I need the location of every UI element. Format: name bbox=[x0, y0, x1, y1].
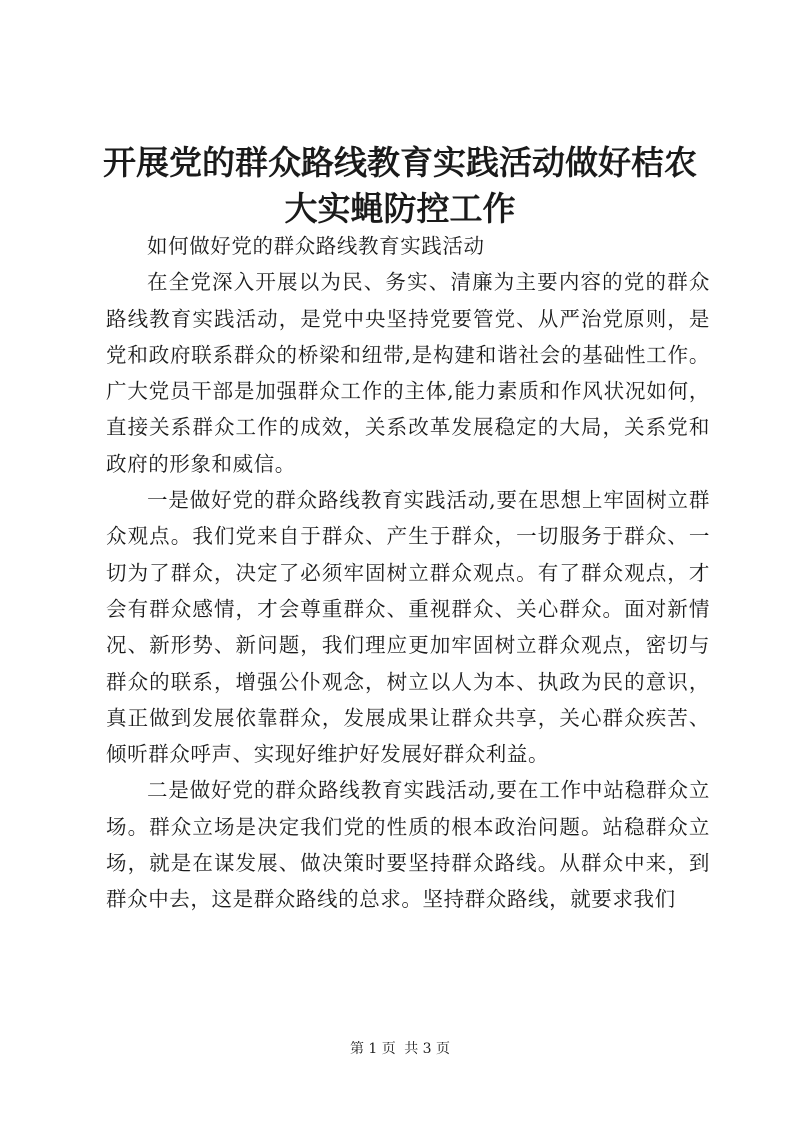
page-number: 第 1 页 bbox=[349, 1041, 396, 1057]
paragraph-intro: 在全党深入开展以为民、务实、清廉为主要内容的党的群众路线教育实践活动，是党中央坚持党要管党、从严治党原则，是党和政府联系群众的桥梁和纽带,是构建和谐社会的基础性工作。广大党员干部是加强群众工作的主体,能力素质和作风状况如何，直接关系群众工作的成效，关系改革发展稳定的大局，关系党和政府的形象和威信。 bbox=[106, 270, 710, 476]
paragraph-point-one: 一是做好党的群众路线教育实践活动,要在思想上牢固树立群众观点。我们党来自于群众、产生于群众，一切服务于群众、一切为了群众，决定了必须牢固树立群众观点。有了群众观点，才会有群众感情，才会尊重群众、重视群众、关心群众。面对新情况、新形势、新问题，我们理应更加牢固树立群众观点，密切与群众的联系，增强公仆观念，树立以人为本、执政为民的意识，真正做到发展依靠群众，发展成果让群众共享，关心群众疾苦、倾听群众呼声、实现好维护好发展好群众利益。 bbox=[106, 488, 710, 767]
document-body bbox=[106, 228, 710, 918]
subheading: 如何做好党的群众路线教育实践活动 bbox=[147, 234, 485, 258]
paragraph-point-two: 二是做好党的群众路线教育实践活动,要在工作中站稳群众立场。群众立场是决定我们党的性质的根本政治问题。站稳群众立场，就是在谋发展、做决策时要坚持群众路线。从群众中来，到群众中去，这是群众路线的总求。坚持群众路线，就要求我们 bbox=[106, 778, 710, 912]
document-title: 开展党的群众路线教育实践活动做好桔农大实蝇防控工作 bbox=[103, 143, 697, 228]
page-footer bbox=[0, 1038, 800, 1058]
page-total: 共 3 页 bbox=[404, 1041, 451, 1057]
